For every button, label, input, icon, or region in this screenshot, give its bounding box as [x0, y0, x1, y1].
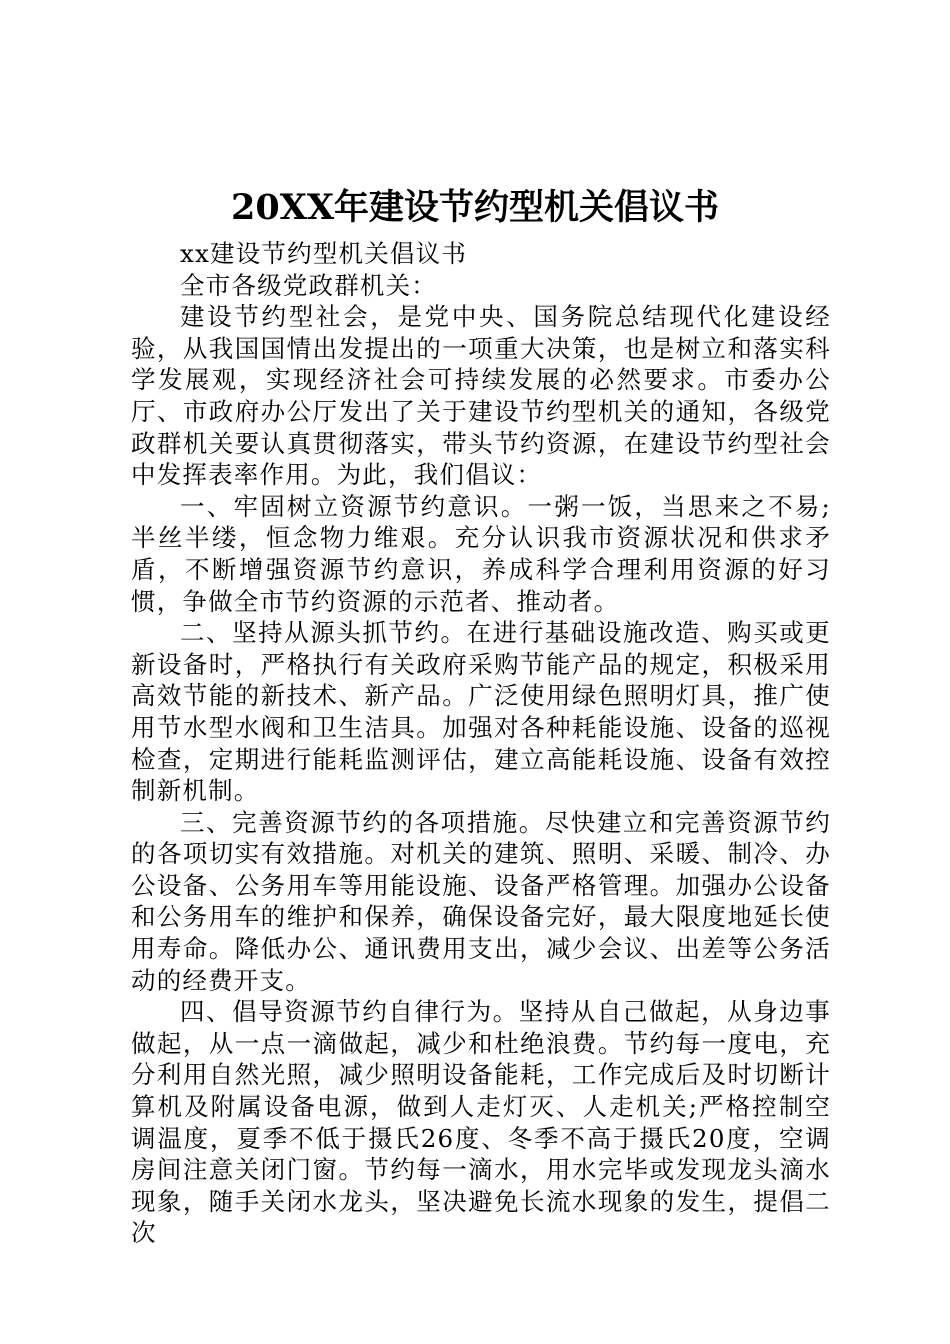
paragraph-point-4: 四、倡导资源节约自律行为。坚持从自己做起，从身边事做起，从一点一滴做起，减少和杜绝浪费。节约每一度电，充分利用自然光照，减少照明设备能耗，工作完成后及时切断计算机及附属设备电源，做到人走灯灭、人走机关;严格控制空调温度，夏季不低于摄氏26度、冬季不高于摄氏20度，空调房间注意关闭门窗。节约每一滴水，用水完毕或发现龙头滴水现象，随手关闭水龙头，坚决避免长流水现象的发生，提倡二次	[131, 997, 831, 1248]
paragraph-point-2: 二、坚持从源头抓节约。在进行基础设施改造、购买或更新设备时，严格执行有关政府采购节能产品的规定，积极采用高效节能的新技术、新产品。广泛使用绿色照明灯具，推广使用节水型水阀和卫生洁具。加强对各种耗能设施、设备的巡视检查，定期进行能耗监测评估，建立高能耗设施、设备有效控制新机制。	[131, 618, 831, 806]
paragraph-intro: 建设节约型社会，是党中央、国务院总结现代化建设经验，从我国国情出发提出的一项重大决策，也是树立和落实科学发展观，实现经济社会可持续发展的必然要求。市委办公厅、市政府办公厅发出了关于建设节约型机关的通知，各级党政群机关要认真贯彻落实，带头节约资源，在建设节约型社会中发挥表率作用。为此，我们倡议：	[131, 302, 831, 490]
document-title: 20XX年建设节约型机关倡议书	[230, 187, 720, 228]
document-body	[131, 238, 831, 1249]
paragraph-subtitle: xx建设节约型机关倡议书	[180, 239, 468, 268]
paragraph-point-3: 三、完善资源节约的各项措施。尽快建立和完善资源节约的各项切实有效措施。对机关的建筑、照明、采暖、制冷、办公设备、公务用车等用能设施、设备严格管理。加强办公设备和公务用车的维护和保养，确保设备完好，最大限度地延长使用寿命。降低办公、通讯费用支出，减少会议、出差等公务活动的经费开支。	[131, 807, 831, 995]
paragraph-salutation: 全市各级党政群机关：	[180, 270, 437, 300]
paragraph-point-1: 一、牢固树立资源节约意识。一粥一饭，当思来之不易;半丝半缕，恒念物力维艰。充分认识我市资源状况和供求矛盾，不断增强资源节约意识，养成科学合理利用资源的好习惯，争做全市节约资源的示范者、推动者。	[131, 491, 831, 616]
